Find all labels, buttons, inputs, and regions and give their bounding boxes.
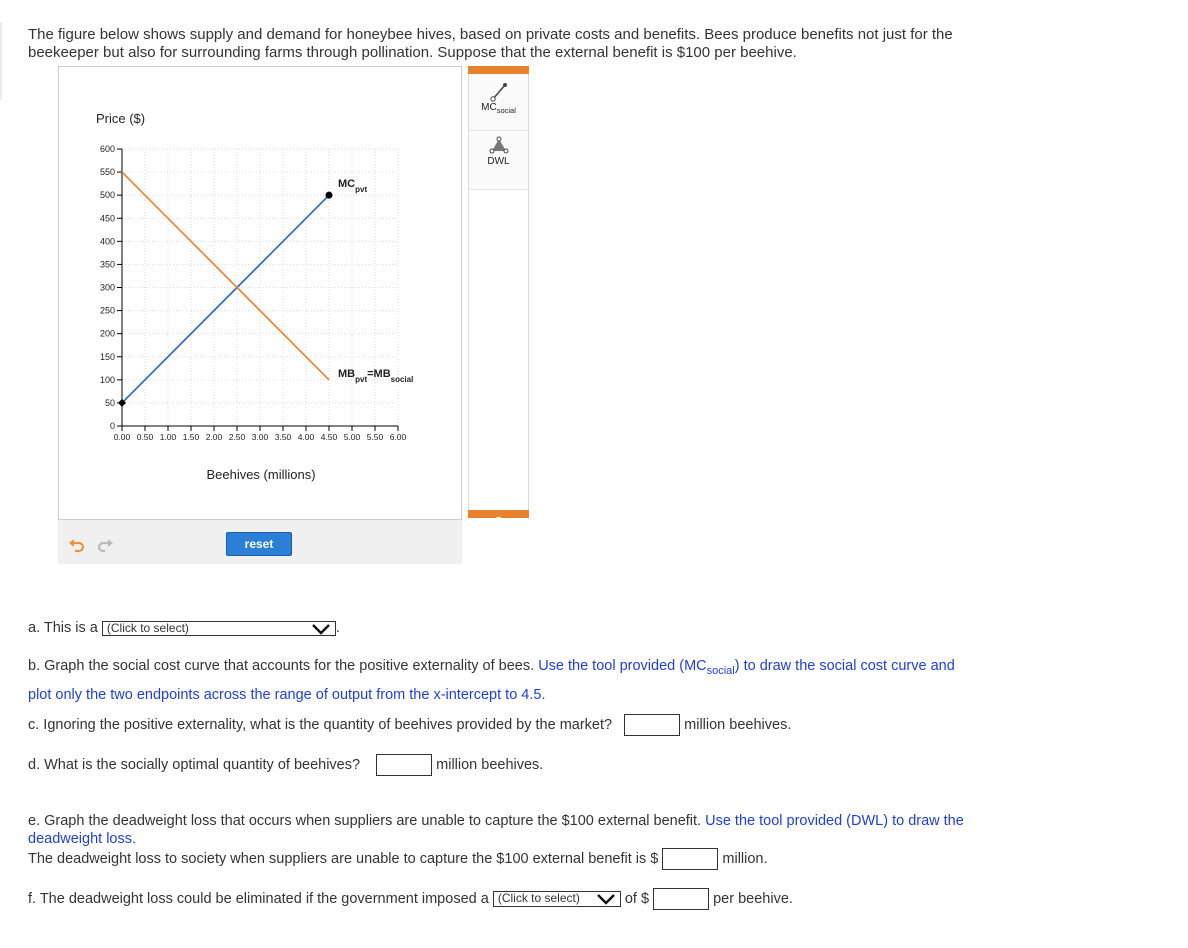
- x-tick-label: 3.50: [274, 432, 292, 442]
- question-d-text: d. What is the socially optimal quantity of beehives?: [28, 756, 361, 773]
- reset-button[interactable]: reset: [226, 532, 292, 556]
- question-f: [28, 888, 793, 910]
- x-tick-label: 5.00: [343, 432, 361, 442]
- intro-text: The figure below shows supply and demand for honeybee hives, based on private costs and benefits. Bees produce benefits not just for the beekeeper but also for surrounding farms through pollination. Suppose that the external benefit is $100 per beehive.: [28, 26, 953, 61]
- y-tick-label: 450: [99, 213, 115, 224]
- x-tick-label: 1.50: [182, 432, 200, 442]
- mc-label-main: MC: [338, 178, 356, 191]
- question-f-of: of $: [624, 890, 650, 907]
- question-d: [28, 754, 543, 776]
- series-layer: [118, 172, 413, 407]
- question-b-text: b. Graph the social cost curve that accounts for the positive externality of bees.: [28, 658, 535, 674]
- question-e-prompt: The deadweight loss to society when suppliers are unable to capture the $100 external benefit is $: [28, 850, 659, 867]
- y-tick-label: 350: [99, 259, 115, 270]
- question-a-select-value: (Click to select): [106, 620, 189, 635]
- mc-pvt-line: [122, 195, 329, 403]
- graph-panel[interactable]: [58, 66, 462, 520]
- y-tick-label: 100: [99, 374, 115, 385]
- x-tick-label: 4.50: [320, 432, 338, 442]
- question-a-period: .: [335, 620, 340, 636]
- y-tick-label: 0: [109, 421, 115, 431]
- x-tick-label: 6.00: [389, 432, 407, 442]
- x-tick-label: 5.50: [366, 432, 384, 442]
- mc-social-tool-label: MC: [481, 102, 497, 113]
- mb-label-sub: pvt: [355, 374, 368, 384]
- y-tick-label: 550: [99, 167, 115, 178]
- x-tick-label: 3.00: [251, 432, 269, 442]
- question-c: [28, 714, 791, 736]
- y-tick-label: 600: [99, 144, 115, 154]
- question-b-instruction-sub: social: [706, 664, 735, 677]
- dwl-tool-label: DWL: [487, 156, 510, 167]
- y-tick-label: 500: [99, 190, 115, 201]
- left-margin-bar: [0, 22, 2, 100]
- x-tick-label: 2.50: [228, 432, 246, 442]
- question-d-input[interactable]: [376, 754, 432, 776]
- mb-label-mid: =MB: [367, 367, 391, 380]
- question-f-select-value: (Click to select): [497, 891, 580, 905]
- question-b: [28, 654, 958, 707]
- polygon-tool-icon: [487, 136, 511, 156]
- chevron-down-icon: [468, 515, 529, 523]
- x-tick-label: 0.50: [136, 432, 154, 442]
- mb-label-sub2: social: [390, 374, 414, 384]
- supply-demand-chart[interactable]: [59, 67, 461, 519]
- question-b-instruction-part1: Use the tool provided (MC: [538, 658, 707, 674]
- question-b-instruction-part2: ) to draw the social cost curve and plot only the two endpoints across the range of output from the x-intercept to 4.5.: [28, 658, 955, 703]
- undo-icon[interactable]: [68, 538, 86, 554]
- question-a: [28, 619, 340, 637]
- question-f-text: f. The deadweight loss could be eliminated if the government imposed a: [28, 890, 489, 907]
- question-f-input[interactable]: [653, 888, 709, 910]
- y-tick-label: 400: [99, 236, 115, 247]
- mb-pvt-label: [338, 368, 413, 384]
- mc-pvt-label: [338, 178, 367, 194]
- x-tick-label: 4.00: [297, 432, 315, 442]
- palette-scroll-up[interactable]: [468, 66, 529, 74]
- y-tick-label: 200: [99, 328, 115, 339]
- y-axis-label: Price ($): [96, 111, 146, 126]
- chevron-down-icon: [596, 892, 616, 906]
- palette-scroll-down[interactable]: [468, 510, 529, 518]
- x-tick-label: 2.00: [205, 432, 223, 442]
- question-d-unit: million beehives.: [436, 756, 544, 773]
- mc-social-tool[interactable]: [469, 74, 528, 131]
- question-c-unit: million beehives.: [684, 716, 792, 733]
- question-a-text: a. This is a: [28, 620, 98, 636]
- x-tick-label: 1.00: [159, 432, 177, 442]
- line-tool-icon: [489, 80, 509, 102]
- mc-label-sub: pvt: [355, 185, 368, 195]
- x-axis-label: Beehives (millions): [206, 467, 316, 482]
- question-e: [28, 812, 978, 870]
- mb-label-main: MB: [338, 367, 356, 380]
- chevron-down-icon: [311, 622, 331, 636]
- question-f-select[interactable]: [493, 891, 621, 907]
- y-tick-label: 300: [99, 282, 115, 293]
- y-tick-label: 150: [99, 351, 115, 362]
- question-c-input[interactable]: [624, 714, 680, 736]
- question-c-text: c. Ignoring the positive externality, what is the quantity of beehives provided by the market?: [28, 716, 613, 733]
- mc-social-tool-sub: social: [496, 106, 516, 115]
- mb-pvt-line: [122, 172, 329, 380]
- question-a-select[interactable]: [102, 621, 336, 636]
- question-e-unit: million.: [722, 850, 768, 867]
- question-e-input[interactable]: [662, 848, 718, 870]
- y-tick-label: 50: [104, 397, 115, 408]
- x-tick-label: 0.00: [113, 432, 131, 442]
- redo-icon[interactable]: [96, 538, 114, 554]
- dwl-tool[interactable]: [469, 131, 528, 190]
- question-e-instruction: Use the tool provided (DWL) to draw the deadweight loss.: [28, 813, 964, 847]
- question-e-text: e. Graph the deadweight loss that occurs when suppliers are unable to capture the $100 external benefit.: [28, 813, 702, 829]
- question-f-unit: per beehive.: [713, 890, 793, 907]
- y-tick-label: 250: [99, 305, 115, 316]
- mc-pvt-endpoint-end: [326, 192, 333, 199]
